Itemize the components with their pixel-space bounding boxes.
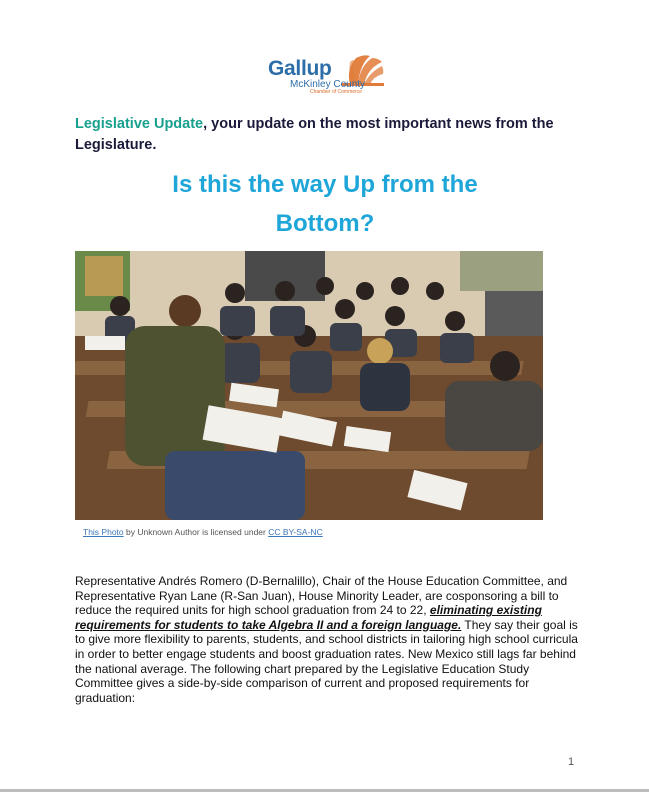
license-link[interactable]: CC BY-SA-NC [268, 527, 323, 537]
body-emphasis: eliminating existing requirements for students to take Algebra II and a foreign language. [75, 603, 542, 632]
logo-county: McKinley County [290, 79, 366, 90]
logo-tagline: Chamber of Commerce [310, 89, 362, 95]
caption-text: by Unknown Author is licensed under [123, 527, 269, 537]
title-line-2: Bottom? [275, 210, 375, 237]
logo-wordmark: Gallup [268, 57, 332, 80]
classroom-photo [75, 251, 543, 520]
page-number: 1 [568, 756, 575, 768]
intro-accent: Legislative Update [75, 116, 204, 132]
intro-paragraph [75, 114, 575, 156]
page-title [75, 165, 575, 243]
body-part-2: They say their goal is to give more flexibility to parents, students, and school districts in tailoring high school curricula in order to better engage students and boost graduation rates. New Mexico still lags far behind the national average. The following chart prepared by the Legislative Education Study Committee gives a side-by-side comparison of current and proposed requirements for graduation: [75, 617, 578, 705]
photo-link[interactable]: This Photo [83, 527, 124, 537]
photo-caption [83, 527, 323, 537]
classroom-illustration [75, 251, 543, 520]
title-line-1: Is this the way Up from the [172, 171, 478, 198]
body-paragraph [75, 574, 580, 705]
chamber-logo [266, 50, 386, 98]
intro-rest: , your update on the most important news from the Legislature. [75, 116, 554, 153]
body-part-1: Representative Andrés Romero (D-Bernalillo), Chair of the House Education Committee, and Representative Ryan Lane (R-San Juan), House Minority Leader, are cosponsoring a bill to reduce the required units for high school graduation from 24 to 22, [75, 574, 568, 618]
